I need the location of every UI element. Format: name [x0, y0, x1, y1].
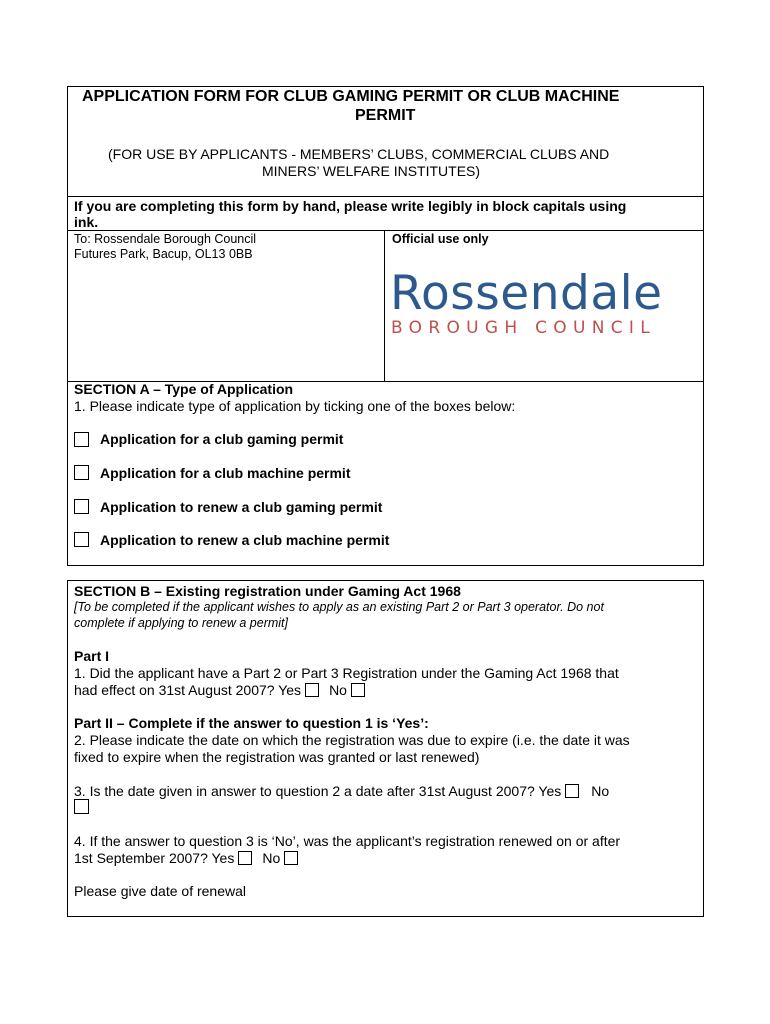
section-a-question: 1. Please indicate type of application by ticking one of the boxes below:: [74, 398, 516, 414]
address-line2: Futures Park, Bacup, OL13 0BB: [74, 247, 253, 261]
form-title-line2: PERMIT: [355, 107, 416, 124]
question-3-text: 3. Is the date given in answer to question 2 a date after 31st August 2007? Yes: [74, 783, 562, 799]
official-divider: [384, 230, 385, 382]
checkbox-club-gaming-permit[interactable]: [74, 432, 89, 447]
address-line1: To: Rossendale Borough Council: [74, 232, 257, 246]
q3-no-label: No: [591, 783, 610, 799]
question-1-line2: [74, 682, 369, 698]
option-club-gaming-permit: Application for a club gaming permit: [100, 431, 344, 447]
question-1-text: had effect on 31st August 2007? Yes: [74, 682, 302, 698]
form-title-line1: APPLICATION FORM FOR CLUB GAMING PERMIT OR CLUB MACHINE: [82, 88, 620, 105]
q4-yes-checkbox[interactable]: [238, 851, 252, 865]
q1-no-label: No: [329, 682, 347, 698]
q1-yes-checkbox[interactable]: [305, 683, 319, 697]
question-3-line1: [74, 783, 609, 799]
section-b-title: SECTION B – Existing registration under Gaming Act 1968: [74, 583, 461, 599]
question-1-line1: 1. Did the applicant have a Part 2 or Part 3 Registration under the Gaming Act 1968 that: [74, 665, 619, 681]
checkbox-club-machine-permit[interactable]: [74, 465, 89, 480]
official-use-label: Official use only: [392, 232, 489, 246]
option-renew-club-gaming-permit: Application to renew a club gaming permit: [100, 499, 383, 515]
council-logo-subtitle: BOROUGH COUNCIL: [391, 318, 657, 338]
section-b-note-line1: [To be completed if the applicant wishes to apply as an existing Part 2 or Part 3 operator. Do not: [74, 600, 604, 614]
section-b-note-line2: complete if applying to renew a permit]: [74, 616, 288, 630]
question-4-line2: [74, 850, 302, 866]
question-2-line1: 2. Please indicate the date on which the registration was due to expire (i.e. the date it was: [74, 732, 630, 748]
option-renew-club-machine-permit: Application to renew a club machine permit: [100, 532, 390, 548]
part-1-title: Part I: [74, 648, 110, 664]
form-subtitle-line2: MINERS’ WELFARE INSTITUTES): [262, 163, 481, 179]
instructions-line2: ink.: [74, 214, 99, 230]
q4-no-checkbox[interactable]: [284, 851, 298, 865]
question-4-text: 1st September 2007? Yes: [74, 850, 235, 866]
part-2-title: Part II – Complete if the answer to question 1 is ‘Yes’:: [74, 715, 429, 731]
option-club-machine-permit: Application for a club machine permit: [100, 465, 351, 481]
q4-no-label: No: [262, 850, 281, 866]
section-a-title: SECTION A – Type of Application: [74, 381, 294, 397]
checkbox-renew-club-machine-permit[interactable]: [74, 532, 89, 547]
q1-no-checkbox[interactable]: [351, 683, 365, 697]
council-logo-word: Rossendale: [390, 266, 663, 321]
question-2-line2: fixed to expire when the registration was granted or last renewed): [74, 749, 480, 765]
question-4-line1: 4. If the answer to question 3 is ‘No’, was the applicant’s registration renewed on or after: [74, 833, 621, 849]
checkbox-renew-club-gaming-permit[interactable]: [74, 499, 89, 514]
instructions-line1: If you are completing this form by hand, please write legibly in block capitals using: [74, 198, 627, 214]
q3-no-checkbox[interactable]: [74, 799, 89, 814]
form-subtitle-line1: (FOR USE BY APPLICANTS - MEMBERS’ CLUBS, COMMERCIAL CLUBS AND: [108, 146, 610, 162]
address-divider: [67, 230, 704, 231]
q3-yes-checkbox[interactable]: [565, 784, 579, 798]
renewal-date-prompt: Please give date of renewal: [74, 883, 246, 899]
